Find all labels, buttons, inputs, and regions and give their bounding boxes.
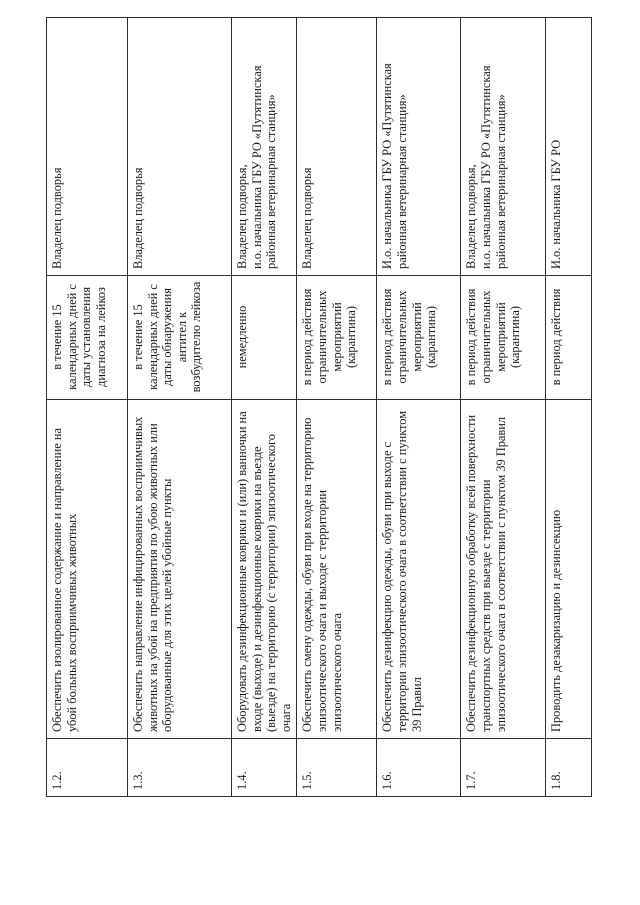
measure-text: Обеспечить дезинфекцию одежды, обуви при выходе с территории эпизоотического очага в соответствии с пунктом 39 Правил [377,400,461,739]
responsible-text: Владелец подворья [47,18,128,276]
deadline-text: в период действия ограничительных мероприятий (карантина) [377,276,461,400]
table-row [461,18,546,797]
table-row [377,18,461,797]
responsible-text: Владелец подворья [128,18,232,276]
measure-text: Проводить дезакаризацию и дезинсекцию [546,400,592,739]
row-number: 1.8. [546,739,592,797]
row-number: 1.3. [128,739,232,797]
table-row [546,18,592,797]
row-number: 1.7. [461,739,546,797]
deadline-text: в течение 15 календарных дней с даты установления диагноза на лейкоз [47,276,128,400]
responsible-text: Владелец подворья, и.о. начальника ГБУ РО «Путятинская районная ветеринарная станция» [461,18,546,276]
measure-text: Оборудовать дезинфекционные коврики и (или) ванночки на входе (выходе) и дезинфекционные коврики на въезде (выезде) на территорию (с территории) эпизоотического очага [232,400,297,739]
deadline-text: в период действия ограничительных мероприятий (карантина) [297,276,377,400]
measure-text: Обеспечить дезинфекционную обработку всей поверхности транспортных средств при выезде с территории эпизоотического очага в соответствии с пунктом 39 Правил [461,400,546,739]
row-number: 1.6. [377,739,461,797]
measure-text: Обеспечить направление инфицированных восприимчивых животных на убой на предприятия по убою животных или оборудованные для этих целей убойные пункты [128,400,232,739]
measures-table [46,17,592,797]
responsible-text: Владелец подворья [297,18,377,276]
row-number: 1.5. [297,739,377,797]
deadline-text: в период действия ограничительных мероприятий (карантина) [461,276,546,400]
deadline-text: в период действия [546,276,592,400]
row-number: 1.2. [47,739,128,797]
measure-text: Обеспечить изолированное содержание и направление на убой больных восприимчивых животных [47,400,128,739]
table-row [297,18,377,797]
table-row [232,18,297,797]
table-row [47,18,128,797]
measure-text: Обеспечить смену одежды, обуви при входе на территорию эпизоотического очага и выходе с территории эпизоотического очага [297,400,377,739]
responsible-text: И.о. начальника ГБУ РО [546,18,592,276]
deadline-text: в течение 15 календарных дней с даты обнаружения антител к возбудителю лейкоза [128,276,232,400]
table-row [128,18,232,797]
deadline-text: немедленно [232,276,297,400]
responsible-text: Владелец подворья, и.о. начальника ГБУ РО «Путятинская районная ветеринарная станция» [232,18,297,276]
row-number: 1.4. [232,739,297,797]
responsible-text: И.о. начальника ГБУ РО «Путятинская районная ветеринарная станция» [377,18,461,276]
